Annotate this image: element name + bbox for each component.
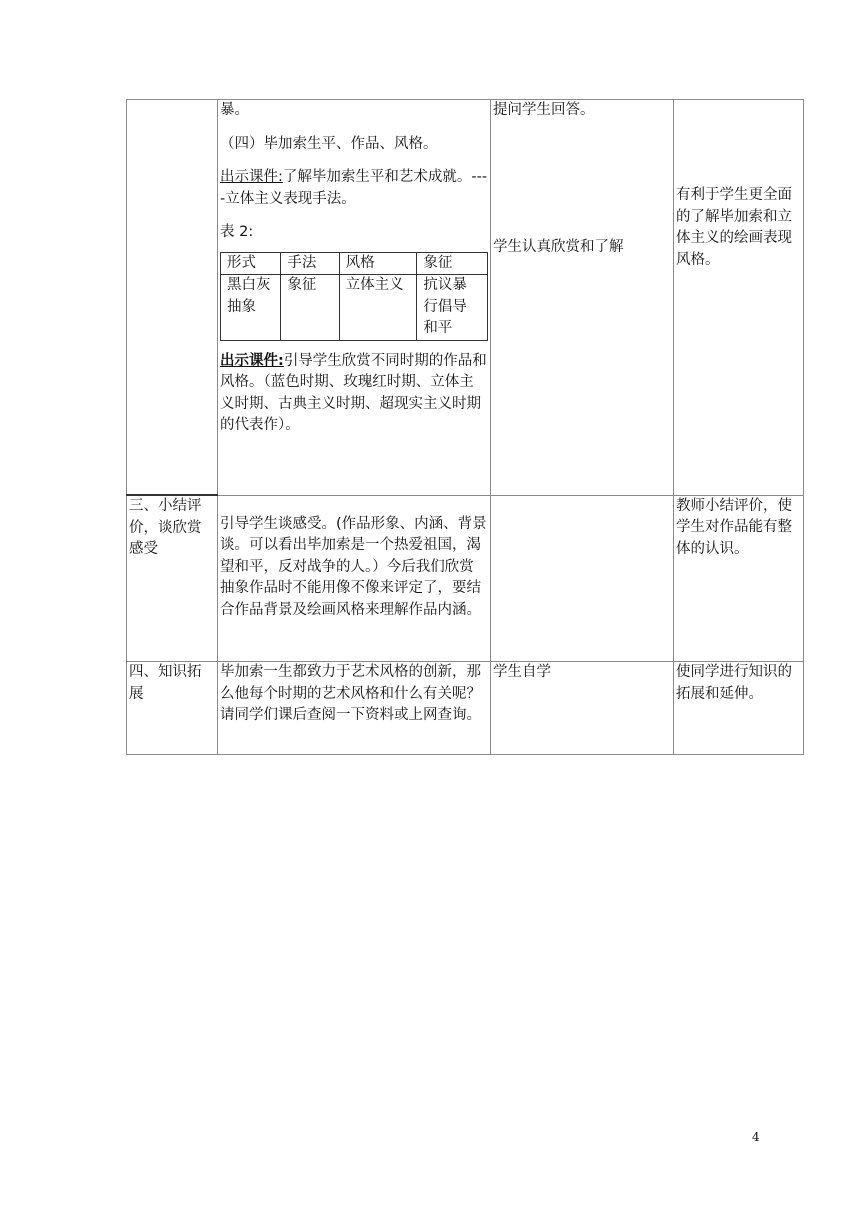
courseware-label: 出示课件: <box>220 169 283 185</box>
courseware-text: 引导学生欣赏不同时期的作品和风格。（蓝色时期、玫瑰红时期、立体主义时期、古典主义时期、超现实主义时期的代表作）。 <box>220 352 487 433</box>
stage-cell-empty <box>127 100 218 496</box>
lesson-plan-table <box>126 99 804 755</box>
design-intent-text: 有利于学生更全面的了解毕加索和立体主义的绘画表现风格。 <box>676 187 792 268</box>
student-activity-cell <box>491 100 674 496</box>
design-intent-cell: 使同学进行知识的拓展和延伸。 <box>674 662 804 755</box>
section-heading: （四）毕加索生平、作品、风格。 <box>220 135 438 152</box>
inner-header-cell: 象征 <box>417 252 488 275</box>
table-row <box>127 495 804 662</box>
courseware-label: 出示课件: <box>220 352 284 369</box>
inner-header-cell: 手法 <box>281 252 339 275</box>
student-activity-line: 学生认真欣赏和了解 <box>493 238 624 255</box>
inner-table <box>220 252 488 341</box>
table-row <box>127 662 804 755</box>
table2-label: 表 2: <box>220 224 254 240</box>
student-activity-line: 提问学生回答。 <box>493 102 595 118</box>
inner-data-cell: 象征 <box>281 275 339 341</box>
design-intent-cell: 教师小结评价，使学生对作品能有整体的认识。 <box>674 495 804 662</box>
table-row <box>127 100 804 496</box>
continued-text: 暴。 <box>220 102 249 118</box>
inner-data-cell: 黑白灰抽象 <box>221 275 281 341</box>
stage-cell: 四、知识拓展 <box>127 662 218 755</box>
page-number: 4 <box>752 1130 760 1144</box>
stage-cell: 三、小结评价，谈欣赏感受 <box>127 495 218 662</box>
inner-header-cell: 形式 <box>221 252 281 275</box>
inner-header-cell: 风格 <box>339 252 417 275</box>
student-activity-cell: 学生自学 <box>491 662 674 755</box>
courseware-paragraph-1 <box>220 167 488 210</box>
inner-data-cell: 抗议暴行倡导和平 <box>417 275 488 341</box>
design-intent-cell <box>674 100 804 496</box>
teacher-activity-cell: 毕加索一生都致力于艺术风格的创新，那么他每个时期的艺术风格和什么有关呢？请同学们课后查阅一下资料或上网查询。 <box>218 662 491 755</box>
inner-data-cell: 立体主义 <box>339 275 417 341</box>
teacher-activity-cell <box>218 495 491 662</box>
teacher-activity-text: 引导学生谈感受。(作品形象、内涵、背景谈。可以看出毕加索是一个热爱祖国，渴望和平，反对战争的人。）今后我们欣赏抽象作品时不能用像不像来评定了，要结合作品背景及绘画风格来理解作品内涵。 <box>220 515 487 618</box>
courseware-paragraph-2 <box>220 351 488 437</box>
inner-header-row <box>221 252 488 275</box>
teacher-activity-cell <box>218 100 491 496</box>
student-activity-cell <box>491 495 674 662</box>
courseware-text: 了解毕加索生平和艺术成就。----立体主义表现手法。 <box>220 169 488 207</box>
inner-data-row <box>221 275 488 341</box>
